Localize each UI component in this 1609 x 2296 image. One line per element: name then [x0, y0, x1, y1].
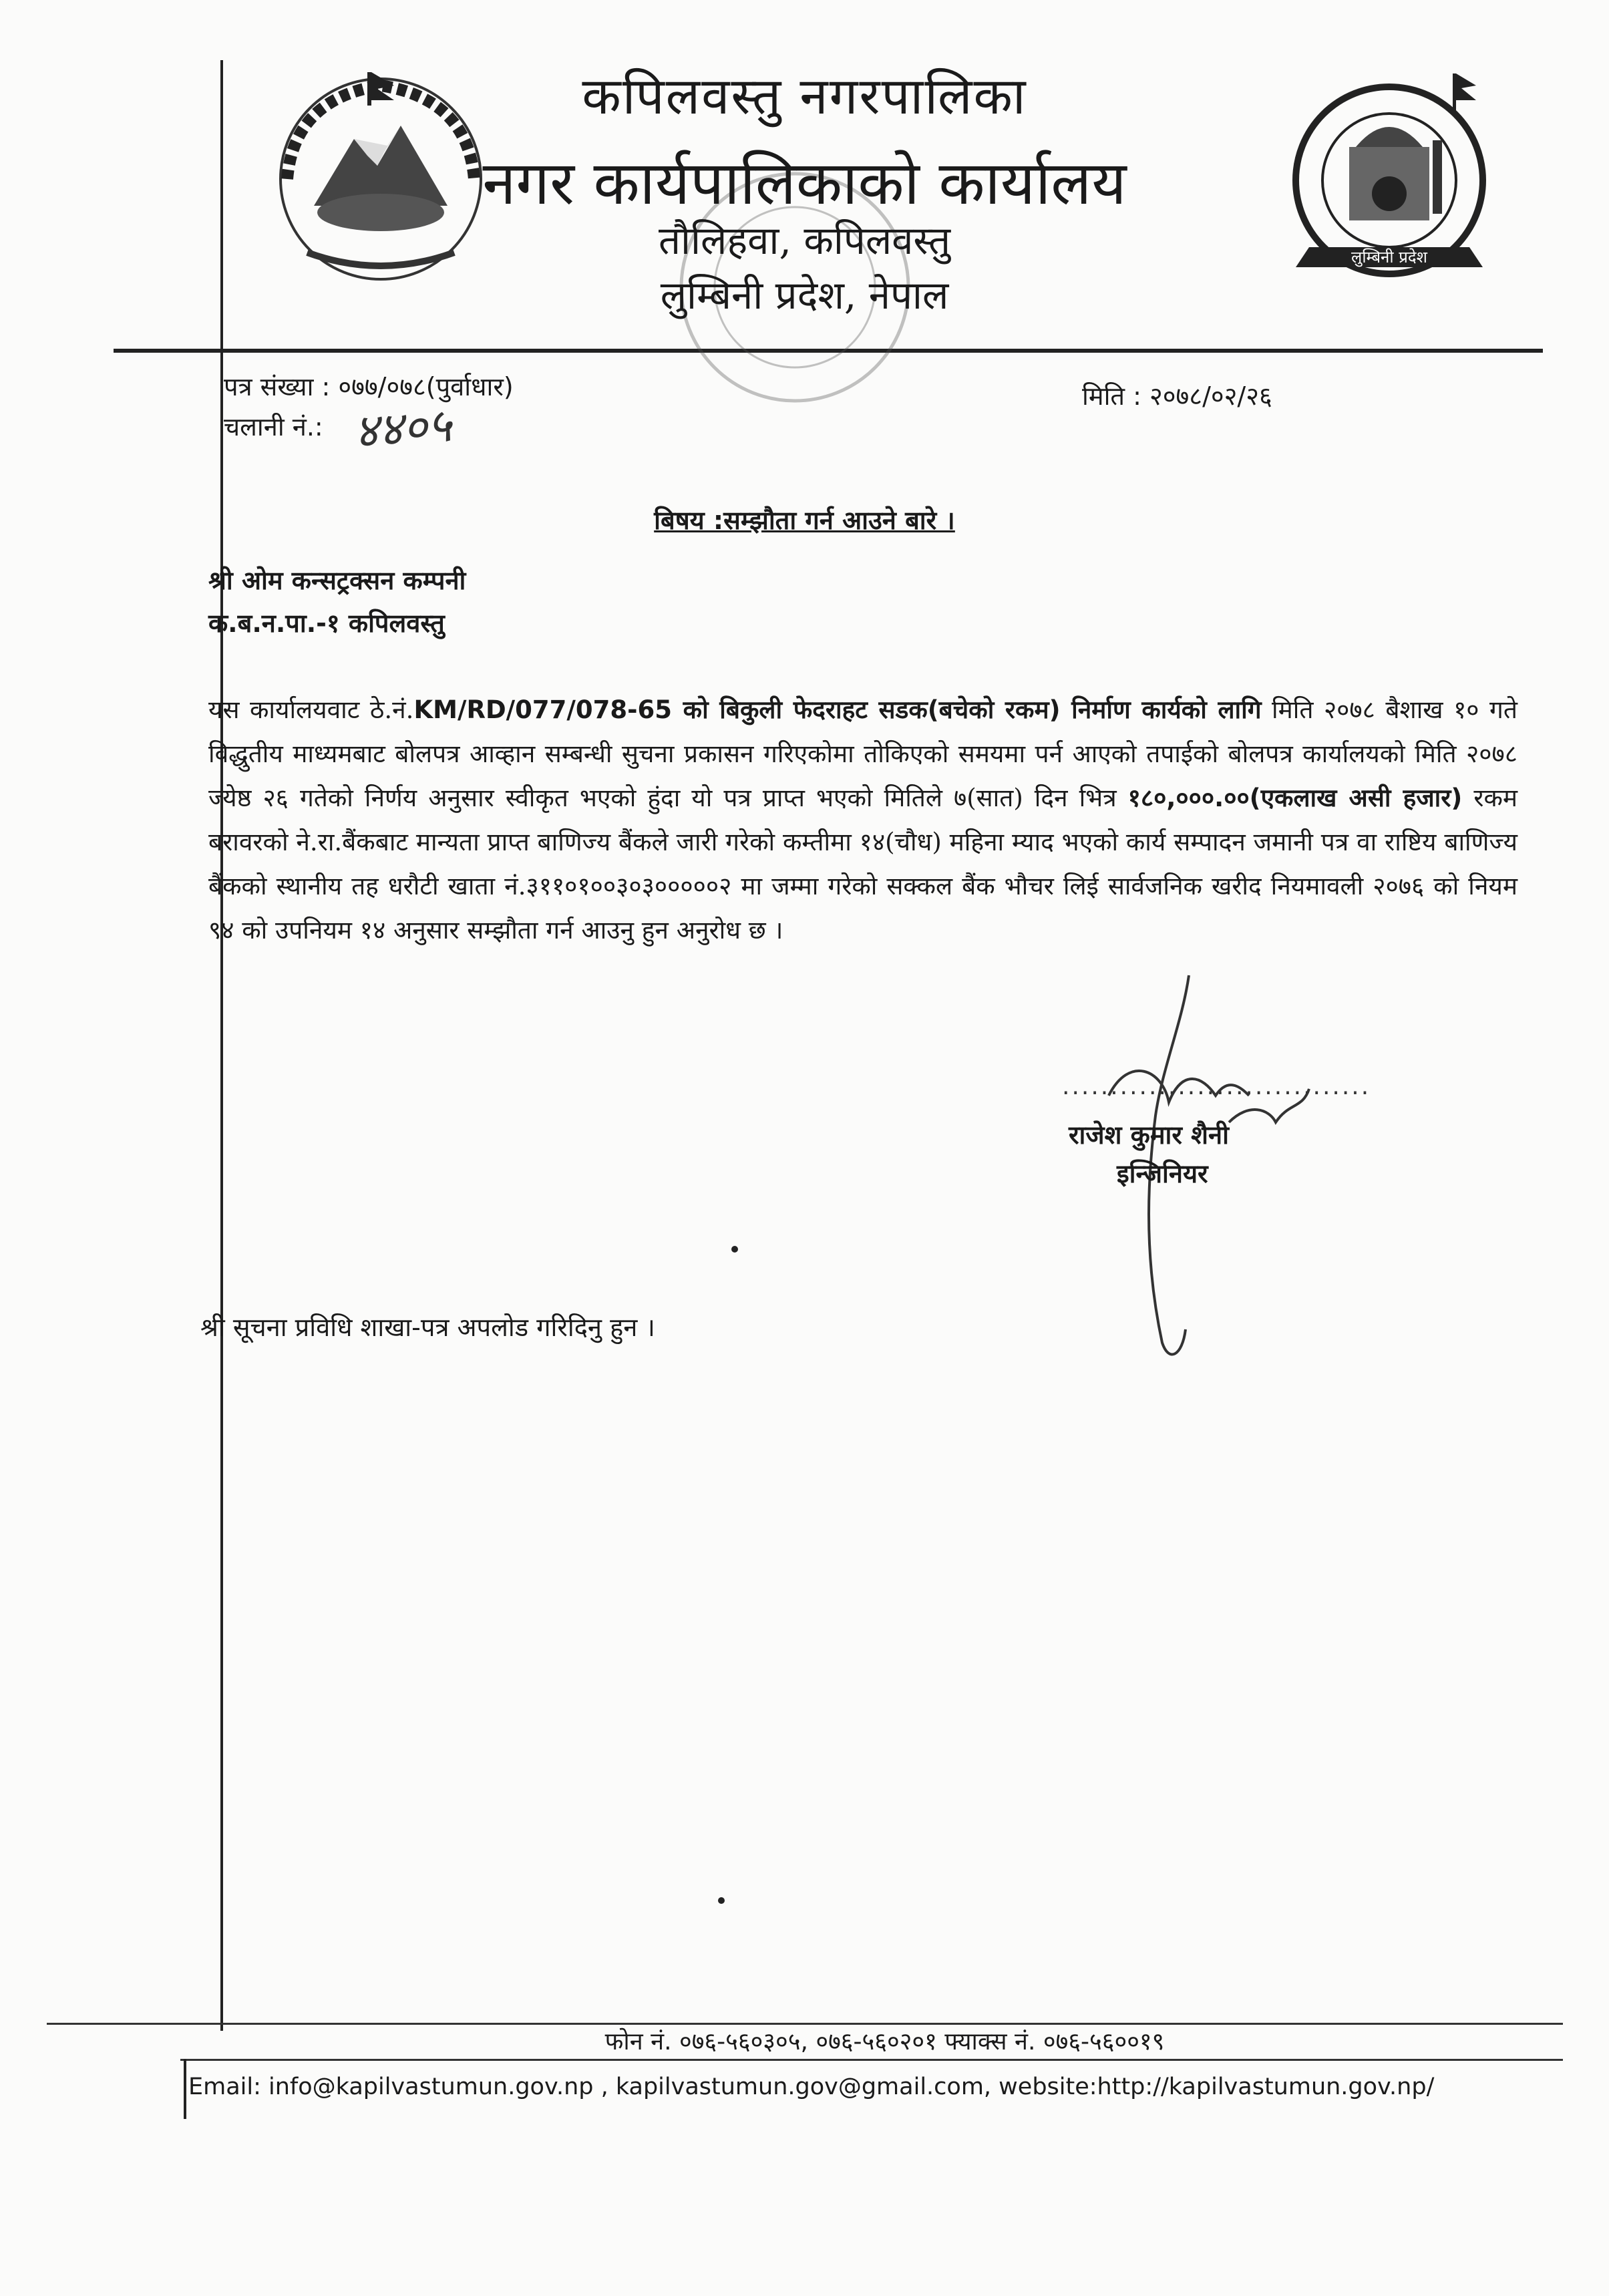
recipient-address: क.ब.न.पा.-१ कपिलवस्तु [208, 609, 445, 638]
scan-dot [731, 1246, 738, 1253]
letter-body [208, 688, 1517, 953]
office-province: लुम्बिनी प्रदेश, नेपाल [660, 273, 949, 318]
letter-date: मिति : २०७८/०२/२६ [1082, 381, 1272, 411]
seal-label: लुम्बिनी प्रदेश [1351, 248, 1427, 267]
handwritten-signature-icon [1029, 969, 1403, 1369]
guarantee-amount: १८०,०००.००(एकलाख असी हजार) [1127, 784, 1463, 812]
signatory-title: इन्जिनियर [1117, 1159, 1208, 1188]
project-name: को बिकुली फेदराहट सडक(बचेको रकम) निर्माण कार्यको लागि [672, 695, 1262, 724]
contract-number: KM/RD/077/078-65 [413, 695, 673, 724]
office-location: तौलिहवा, कपिलवस्तु [658, 218, 951, 263]
footer-phone: फोन नं. ०७६-५६०३०५, ०७६-५६०२०१ फ्याक्स नं. ०७६-५६००१९ [604, 2028, 1165, 2056]
letter-subject [0, 502, 1609, 537]
signature-line: ................................ [1062, 1073, 1371, 1100]
footer-rule-bottom [180, 2059, 1563, 2061]
office-name: नगर कार्यपालिकाको कार्यालय [482, 148, 1127, 218]
left-margin-rule [220, 60, 223, 2031]
signatory-name: राजेश कुमार शैनी [1069, 1120, 1229, 1150]
body-part3: मिति २०७८ बैशाख १० गते विद्धुतीय माध्यमबाट बोलपत्र आव्हान सम्बन्धी सुचना प्रकासन गरिएकोमा तोकिएको समयमा पर्न आएको तपाईको बोलपत्र कार्यालयको मिति २०७८ ज्येष्ठ २६ गतेको निर्णय अनुसार स्वीकृत भएको हुंदा यो पत्र प्राप्त भएको मितिले ७(सात) दिन भित्र [208, 695, 1517, 812]
recipient-name: श्री ओम कन्सट्रक्सन कम्पनी [208, 566, 466, 595]
body-part1: यस कार्यालयवाट ठे.नं. [208, 695, 414, 724]
subject-text: बिषय :सम्झौता गर्न आउने बारे । [654, 506, 955, 535]
cc-note: श्री सूचना प्रविधि शाखा-पत्र अपलोड गरिदिनु हुन । [200, 1313, 655, 1342]
footer-contact: Email: info@kapilvastumun.gov.np , kapilvastumun.gov@gmail.com, website:http://kapilvastumun.gov.np/ [188, 2074, 1435, 2100]
municipality-name: कपिलवस्तु नगरपालिका [582, 66, 1027, 126]
footer-side-rule [184, 2059, 186, 2119]
scan-dot [718, 1897, 725, 1904]
dispatch-label: चलानी नं.: [224, 412, 323, 442]
dispatch-number-handwritten: ४४०५ [352, 397, 454, 459]
body-part4: रकम बरावरको ने.रा.बैंकबाट मान्यता प्राप्त बाणिज्य बैंकले जारी गरेको कम्तीमा १४(चौध) महिना म्याद भएको कार्य सम्पादन जमानी पत्र वा राष्टिय बाणिज्य बैंकको स्थानीय तह धरौटी खाता नं.३११०१००३०३०००००२ मा जम्मा गरेको सक्कल बैंक भौचर लिई सार्वजनिक खरीद नियमावली २०७६ को नियम ९४ को उपनियम १४ अनुसार सम्झौता गर्न आउनु हुन अनुरोध छ । [208, 784, 1517, 945]
letter-number: पत्र संख्या : ०७७/०७८(पुर्वाधार) [224, 372, 514, 401]
